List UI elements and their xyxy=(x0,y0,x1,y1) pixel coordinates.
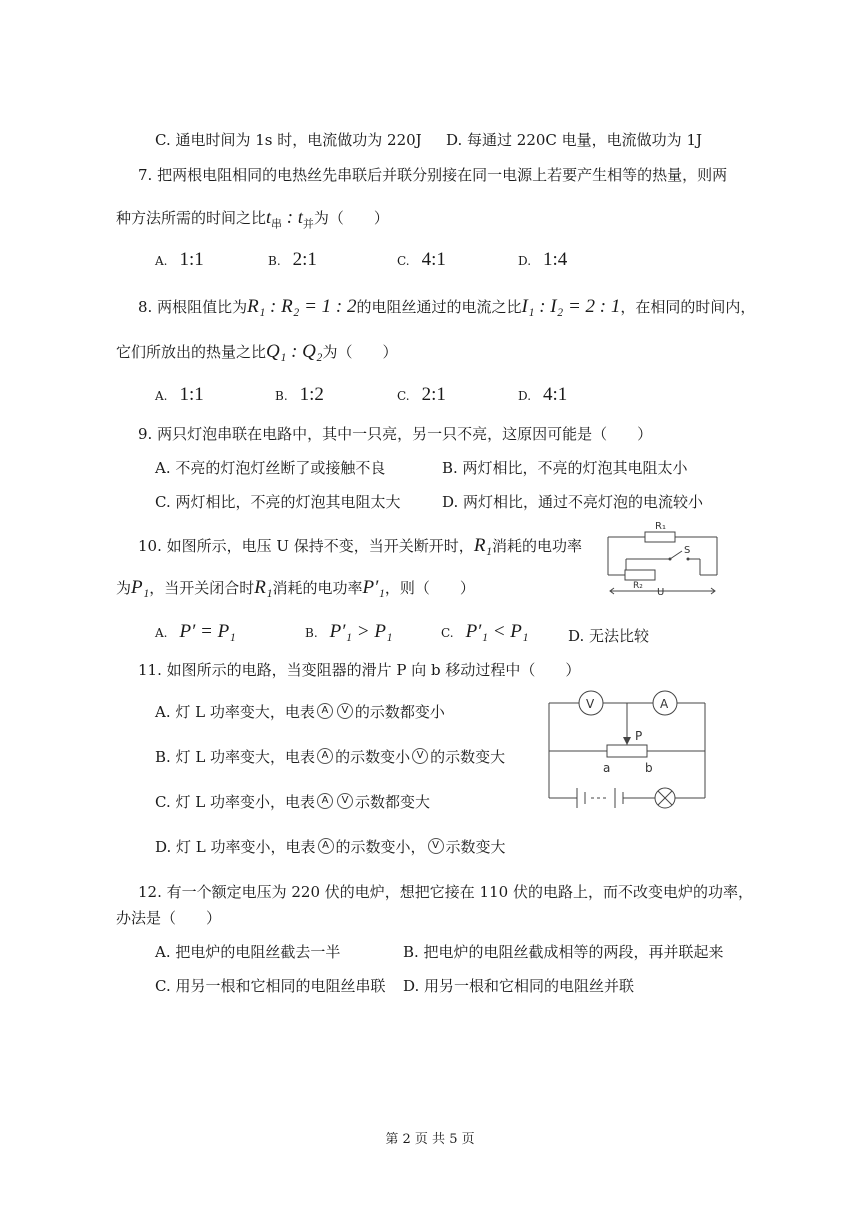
ammeter-symbol: A xyxy=(317,793,333,809)
q9-option-b: B. 两灯相比，不亮的灯泡其电阻太小 xyxy=(442,459,688,477)
q11-diagram-end-b: b xyxy=(645,761,653,775)
q11-circuit-diagram xyxy=(545,688,710,810)
q11-diagram-ammeter-label: A xyxy=(660,697,669,711)
q11-option-d: D. 灯 L 功率变小，电表 A 的示数变小， V 示数变大 xyxy=(155,838,506,856)
q7-stem-line1: 7. 把两根电阻相同的电热丝先串联后并联分别接在同一电源上若要产生相等的热量，则两 xyxy=(138,166,728,184)
q11-diagram-slider-label: P xyxy=(635,729,643,743)
q12-stem-line1: 12. 有一个额定电压为 220 伏的电炉，想把它接在 110 伏的电路上，而不改变电炉的功率， xyxy=(138,883,753,901)
q10-stem-line2: 为P₁，当开关闭合时R₁消耗的电功率P′₁，则（ ） xyxy=(116,577,475,598)
q11-diagram-voltmeter-label: V xyxy=(586,697,595,711)
q11-option-c: C. 灯 L 功率变小，电表 A V 示数都变大 xyxy=(155,793,430,811)
q10-diagram-r1-label: R₁ xyxy=(655,521,666,532)
q12-stem-line2: 办法是（ ） xyxy=(116,909,222,927)
q7-text-post: 为（ ） xyxy=(313,209,389,227)
q10-option-a: A. P′ = P₁ xyxy=(155,621,236,642)
q8-option-b: B. 1:2 xyxy=(275,384,324,405)
q6-option-c: C. 通电时间为 1s 时，电流做功为 220J xyxy=(155,131,422,149)
q7-option-d: D. 1:4 xyxy=(518,249,568,270)
q8-stem-line1: 8. 两根阻值比为R₁ : R₂ = 1 : 2的电阻丝通过的电流之比I₁ : I₂ = 2 : 1，在相同的时间内， xyxy=(138,296,756,317)
q9-stem: 9. 两只灯泡串联在电路中，其中一只亮，另一只不亮，这原因可能是（ ） xyxy=(138,425,653,443)
q8-option-a: A. 1:1 xyxy=(155,384,204,405)
voltmeter-symbol: V xyxy=(337,703,353,719)
q11-stem: 11. 如图所示的电路，当变阻器的滑片 P 向 b 移动过程中（ ） xyxy=(138,661,581,679)
q8-resistance-ratio: R₁ : R₂ = 1 : 2 xyxy=(247,296,357,317)
q9-option-c: C. 两灯相比，不亮的灯泡其电阻太大 xyxy=(155,493,401,511)
q7-option-b: B. 2:1 xyxy=(268,249,317,270)
ammeter-symbol: A xyxy=(317,748,333,764)
q10-diagram-voltage-label: U xyxy=(657,587,665,598)
q7-option-c: C. 4:1 xyxy=(397,249,446,270)
q12-option-d: D. 用另一根和它相同的电阻丝并联 xyxy=(403,977,635,995)
q6-option-d: D. 每通过 220C 电量，电流做功为 1J xyxy=(446,131,702,149)
q12-option-b: B. 把电炉的电阻丝截成相等的两段，再并联起来 xyxy=(403,943,724,961)
voltmeter-symbol: V xyxy=(428,838,444,854)
q8-option-c: C. 2:1 xyxy=(397,384,446,405)
q10-r1-symbol: R₁ xyxy=(473,535,493,556)
q12-option-a: A. 把电炉的电阻丝截去一半 xyxy=(155,943,341,961)
q10-stem-line1: 10. 如图所示，电压 U 保持不变，当开关断开时，R₁消耗的电功率 xyxy=(138,535,583,556)
q8-stem-line2: 它们所放出的热量之比Q₁ : Q₂为（ ） xyxy=(116,341,398,362)
q7-option-a: A. 1:1 xyxy=(155,249,204,270)
q8-heat-ratio: Q₁ : Q₂ xyxy=(266,341,323,362)
q7-stem-line2 xyxy=(116,207,389,235)
q9-option-a: A. 不亮的灯泡灯丝断了或接触不良 xyxy=(155,459,386,477)
q10-option-c: C. P′₁ < P₁ xyxy=(441,621,529,642)
q10-diagram-r2-label: R₂ xyxy=(633,581,643,591)
voltmeter-symbol: V xyxy=(337,793,353,809)
page-footer: 第 2 页 共 5 页 xyxy=(385,1132,475,1147)
q11-option-a: A. 灯 L 功率变大，电表 A V 的示数都变小 xyxy=(155,703,445,721)
voltmeter-symbol: V xyxy=(412,748,428,764)
q7-time-ratio: $t_串$ : $t_并$ xyxy=(266,207,314,231)
q8-option-d: D. 4:1 xyxy=(518,384,568,405)
q12-option-c: C. 用另一根和它相同的电阻丝串联 xyxy=(155,977,386,995)
q10-option-d: D. 无法比较 xyxy=(568,627,650,645)
q11-diagram-end-a: a xyxy=(603,761,611,775)
q8-current-ratio: I₁ : I₂ = 2 : 1 xyxy=(521,296,621,317)
q10-circuit-diagram xyxy=(600,515,725,600)
ammeter-symbol: A xyxy=(318,838,334,854)
q11-option-b: B. 灯 L 功率变大，电表 A 的示数变小 V 的示数变大 xyxy=(155,748,506,766)
q10-option-b: B. P′₁ > P₁ xyxy=(305,621,393,642)
q9-option-d: D. 两灯相比，通过不亮灯泡的电流较小 xyxy=(442,493,704,511)
q7-text: 种方法所需的时间之比 xyxy=(116,209,267,227)
ammeter-symbol: A xyxy=(317,703,333,719)
q10-diagram-switch-label: S xyxy=(684,545,691,556)
